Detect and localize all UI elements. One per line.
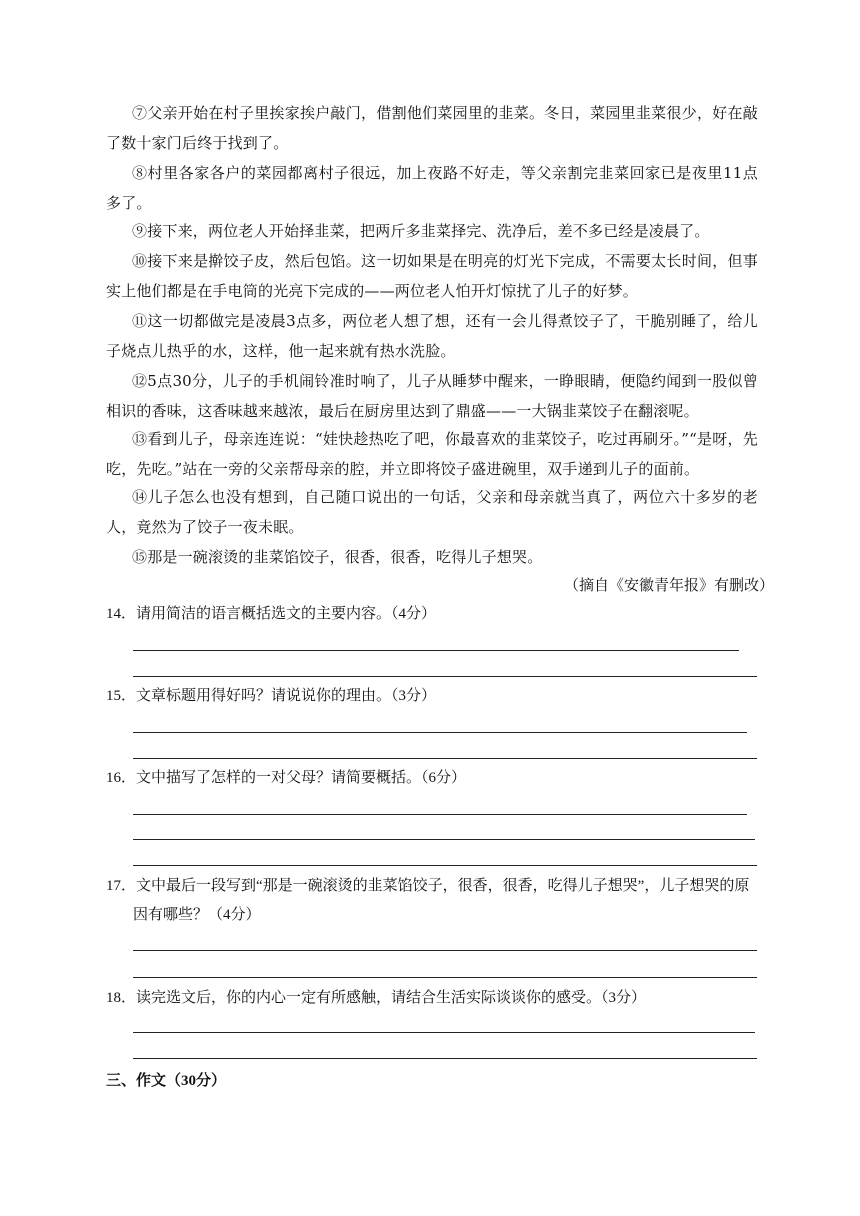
question-18 bbox=[106, 984, 758, 1013]
question-text: 请用简洁的语言概括选文的主要内容。（4分） bbox=[136, 606, 437, 622]
question-text-line2: 因有哪些？（4分） bbox=[133, 907, 261, 923]
passage-paragraph-14: ⑭儿子怎么也没有想到，自己随口说出的一句话，父亲和母亲就当真了，两位六十多岁的老人，竟然为了饺子一夜未眠。 bbox=[106, 488, 758, 536]
question-number: 14． bbox=[106, 606, 137, 622]
passage-paragraph-7: ⑦父亲开始在村子里挨家挨户敲门，借割他们菜园里的韭菜。冬日，菜园里韭菜很少，好在敲了数十家门后终于找到了。 bbox=[106, 104, 758, 152]
answer-line[interactable] bbox=[133, 950, 757, 951]
answer-line[interactable] bbox=[133, 977, 757, 978]
question-text: 文章标题用得好吗？请说说你的理由。（3分） bbox=[136, 688, 437, 704]
answer-line[interactable] bbox=[133, 676, 757, 677]
answer-line[interactable] bbox=[133, 1058, 757, 1059]
answer-line[interactable] bbox=[133, 814, 747, 815]
question-text: 文中描写了怎样的一对父母？请简要概括。（6分） bbox=[136, 770, 467, 786]
answer-line[interactable] bbox=[133, 1032, 755, 1033]
passage-paragraph-8: ⑧村里各家各户的菜园都离村子很远，加上夜路不好走，等父亲割完韭菜回家已是夜里11点多了。 bbox=[106, 164, 758, 212]
question-14 bbox=[106, 600, 758, 629]
passage-paragraph-10: ⑩接下来是擀饺子皮，然后包馅。这一切如果是在明亮的灯光下完成，不需要太长时间，但事实上他们都是在手电筒的光亮下完成的——两位老人怕开灯惊扰了儿子的好梦。 bbox=[106, 252, 758, 300]
question-number: 18． bbox=[106, 990, 137, 1006]
answer-line[interactable] bbox=[133, 865, 757, 866]
section-heading-composition: 三、作文（30分） bbox=[106, 1073, 227, 1089]
answer-line[interactable] bbox=[133, 650, 739, 651]
question-number: 15． bbox=[106, 688, 137, 704]
question-17 bbox=[106, 872, 758, 930]
answer-line[interactable] bbox=[133, 839, 755, 840]
passage-source: （摘自《安徽青年报》有删改） bbox=[563, 576, 774, 594]
passage-paragraph-12: ⑫5点30分，儿子的手机闹铃准时响了，儿子从睡梦中醒来，一睁眼睛，便隐约闻到一股似曾相识的香味，这香味越来越浓，最后在厨房里达到了鼎盛——一大锅韭菜饺子在翻滚呢。 bbox=[106, 372, 758, 420]
question-number: 17． bbox=[106, 878, 137, 894]
answer-line[interactable] bbox=[133, 758, 757, 759]
question-text: 读完选文后，你的内心一定有所感触，请结合生活实际谈谈你的感受。（3分） bbox=[136, 990, 647, 1006]
answer-line[interactable] bbox=[133, 732, 747, 733]
passage-paragraph-9: ⑨接下来，两位老人开始择韭菜，把两斤多韭菜择完、洗净后，差不多已经是凌晨了。 bbox=[132, 222, 710, 240]
question-text-line1: 文中最后一段写到“那是一碗滚烫的韭菜馅饺子，很香，很香，吃得儿子想哭”，儿子想哭的原 bbox=[136, 878, 750, 894]
question-15 bbox=[106, 682, 758, 711]
question-16 bbox=[106, 764, 758, 793]
question-number: 16． bbox=[106, 770, 137, 786]
passage-paragraph-13: ⑬看到儿子，母亲连连说：“娃快趁热吃了吧，你最喜欢的韭菜饺子，吃过再刷牙。”“是呀，先吃，先吃。”站在一旁的父亲帮母亲的腔，并立即将饺子盛进碗里，双手递到儿子的面前。 bbox=[106, 430, 758, 478]
passage-paragraph-15: ⑮那是一碗滚烫的韭菜馅饺子，很香，很香，吃得儿子想哭。 bbox=[132, 548, 543, 566]
passage-paragraph-11: ⑪这一切都做完是凌晨3点多，两位老人想了想，还有一会儿得煮饺子了，干脆别睡了，给儿子烧点儿热乎的水，这样，他一起来就有热水洗脸。 bbox=[106, 312, 758, 360]
